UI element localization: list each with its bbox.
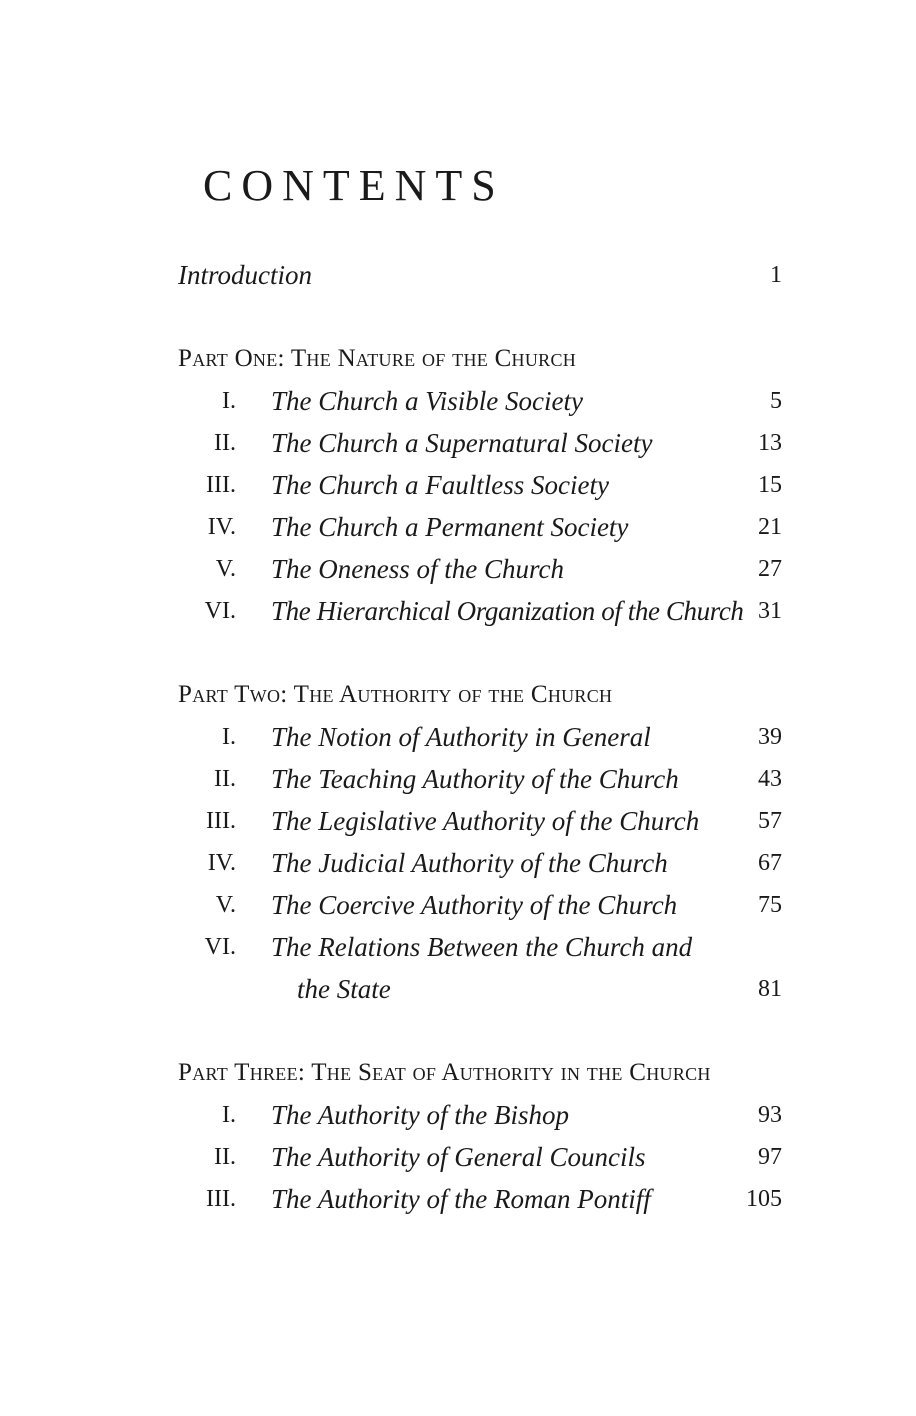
chapter-title: The Judicial Authority of the Church bbox=[271, 848, 668, 878]
page-number: 97 bbox=[758, 1144, 782, 1170]
chapter-number: VI. bbox=[204, 598, 236, 624]
toc-entry[interactable] bbox=[178, 884, 782, 926]
chapter-number: I. bbox=[222, 724, 236, 750]
toc-entry[interactable] bbox=[178, 548, 782, 590]
part-heading: Part One: The Nature of the Church bbox=[178, 345, 577, 372]
chapter-number: II. bbox=[214, 430, 236, 456]
chapter-number: IV. bbox=[207, 514, 236, 540]
chapter-number: I. bbox=[222, 388, 236, 414]
toc-entry[interactable] bbox=[178, 758, 782, 800]
chapter-title: The Legislative Authority of the Church bbox=[271, 806, 700, 836]
chapter-title: The Authority of the Bishop bbox=[271, 1100, 569, 1130]
toc-entry[interactable] bbox=[178, 1094, 782, 1136]
chapter-number: V. bbox=[215, 892, 236, 918]
chapter-number: II. bbox=[214, 1144, 236, 1170]
part-heading: Part Three: The Seat of Authority in the Church bbox=[178, 1059, 711, 1086]
toc-entry[interactable] bbox=[178, 464, 782, 506]
page-number: 21 bbox=[758, 514, 782, 540]
chapter-title: The Notion of Authority in General bbox=[271, 722, 651, 752]
toc-entry[interactable] bbox=[178, 926, 782, 968]
page-number: 39 bbox=[758, 724, 782, 750]
page-number: 31 bbox=[758, 598, 782, 624]
chapter-title: The Hierarchical Organization of the Church bbox=[271, 596, 744, 626]
page-number: 67 bbox=[758, 850, 782, 876]
page-number: 81 bbox=[758, 976, 782, 1002]
chapter-number: I. bbox=[222, 1102, 236, 1128]
toc-entry[interactable] bbox=[178, 1136, 782, 1178]
toc-entry[interactable] bbox=[178, 716, 782, 758]
chapter-title-continued: the State bbox=[297, 974, 391, 1004]
chapter-number: IV. bbox=[207, 850, 236, 876]
toc-entry[interactable] bbox=[178, 590, 782, 632]
toc-entry-introduction[interactable] bbox=[178, 254, 782, 296]
chapter-title: The Relations Between the Church and bbox=[271, 932, 693, 962]
chapter-title: The Church a Visible Society bbox=[271, 386, 583, 416]
page-number: 105 bbox=[746, 1186, 782, 1212]
toc-entry[interactable] bbox=[178, 380, 782, 422]
toc-entry[interactable] bbox=[178, 1178, 782, 1220]
chapter-number: V. bbox=[215, 556, 236, 582]
chapter-title: The Church a Permanent Society bbox=[271, 512, 629, 542]
page-number: 43 bbox=[758, 766, 782, 792]
toc-entry[interactable] bbox=[178, 842, 782, 884]
page-number: 27 bbox=[758, 556, 782, 582]
toc-entry[interactable] bbox=[178, 422, 782, 464]
chapter-number: III. bbox=[206, 472, 236, 498]
chapter-number: III. bbox=[206, 1186, 236, 1212]
chapter-title: The Coercive Authority of the Church bbox=[271, 890, 678, 920]
page-number: 57 bbox=[758, 808, 782, 834]
toc-entry[interactable] bbox=[178, 800, 782, 842]
chapter-title: The Teaching Authority of the Church bbox=[271, 764, 679, 794]
page-number: 5 bbox=[770, 388, 782, 414]
chapter-title: The Oneness of the Church bbox=[271, 554, 564, 584]
entry-title: Introduction bbox=[178, 260, 312, 290]
part-heading: Part Two: The Authority of the Church bbox=[178, 681, 613, 708]
page-number: 93 bbox=[758, 1102, 782, 1128]
chapter-title: The Church a Supernatural Society bbox=[271, 428, 653, 458]
page-number: 15 bbox=[758, 472, 782, 498]
chapter-number: II. bbox=[214, 766, 236, 792]
chapter-title: The Authority of the Roman Pontiff bbox=[271, 1184, 651, 1214]
toc-entry[interactable] bbox=[178, 506, 782, 548]
chapter-title: The Church a Faultless Society bbox=[271, 470, 609, 500]
page-number: 1 bbox=[770, 262, 782, 288]
page-number: 75 bbox=[758, 892, 782, 918]
chapter-number: III. bbox=[206, 808, 236, 834]
chapter-title: The Authority of General Councils bbox=[271, 1142, 646, 1172]
toc-entry-continuation[interactable] bbox=[178, 968, 782, 1010]
page-number: 13 bbox=[758, 430, 782, 456]
chapter-number: VI. bbox=[204, 934, 236, 960]
page-title: CONTENTS bbox=[203, 161, 505, 210]
